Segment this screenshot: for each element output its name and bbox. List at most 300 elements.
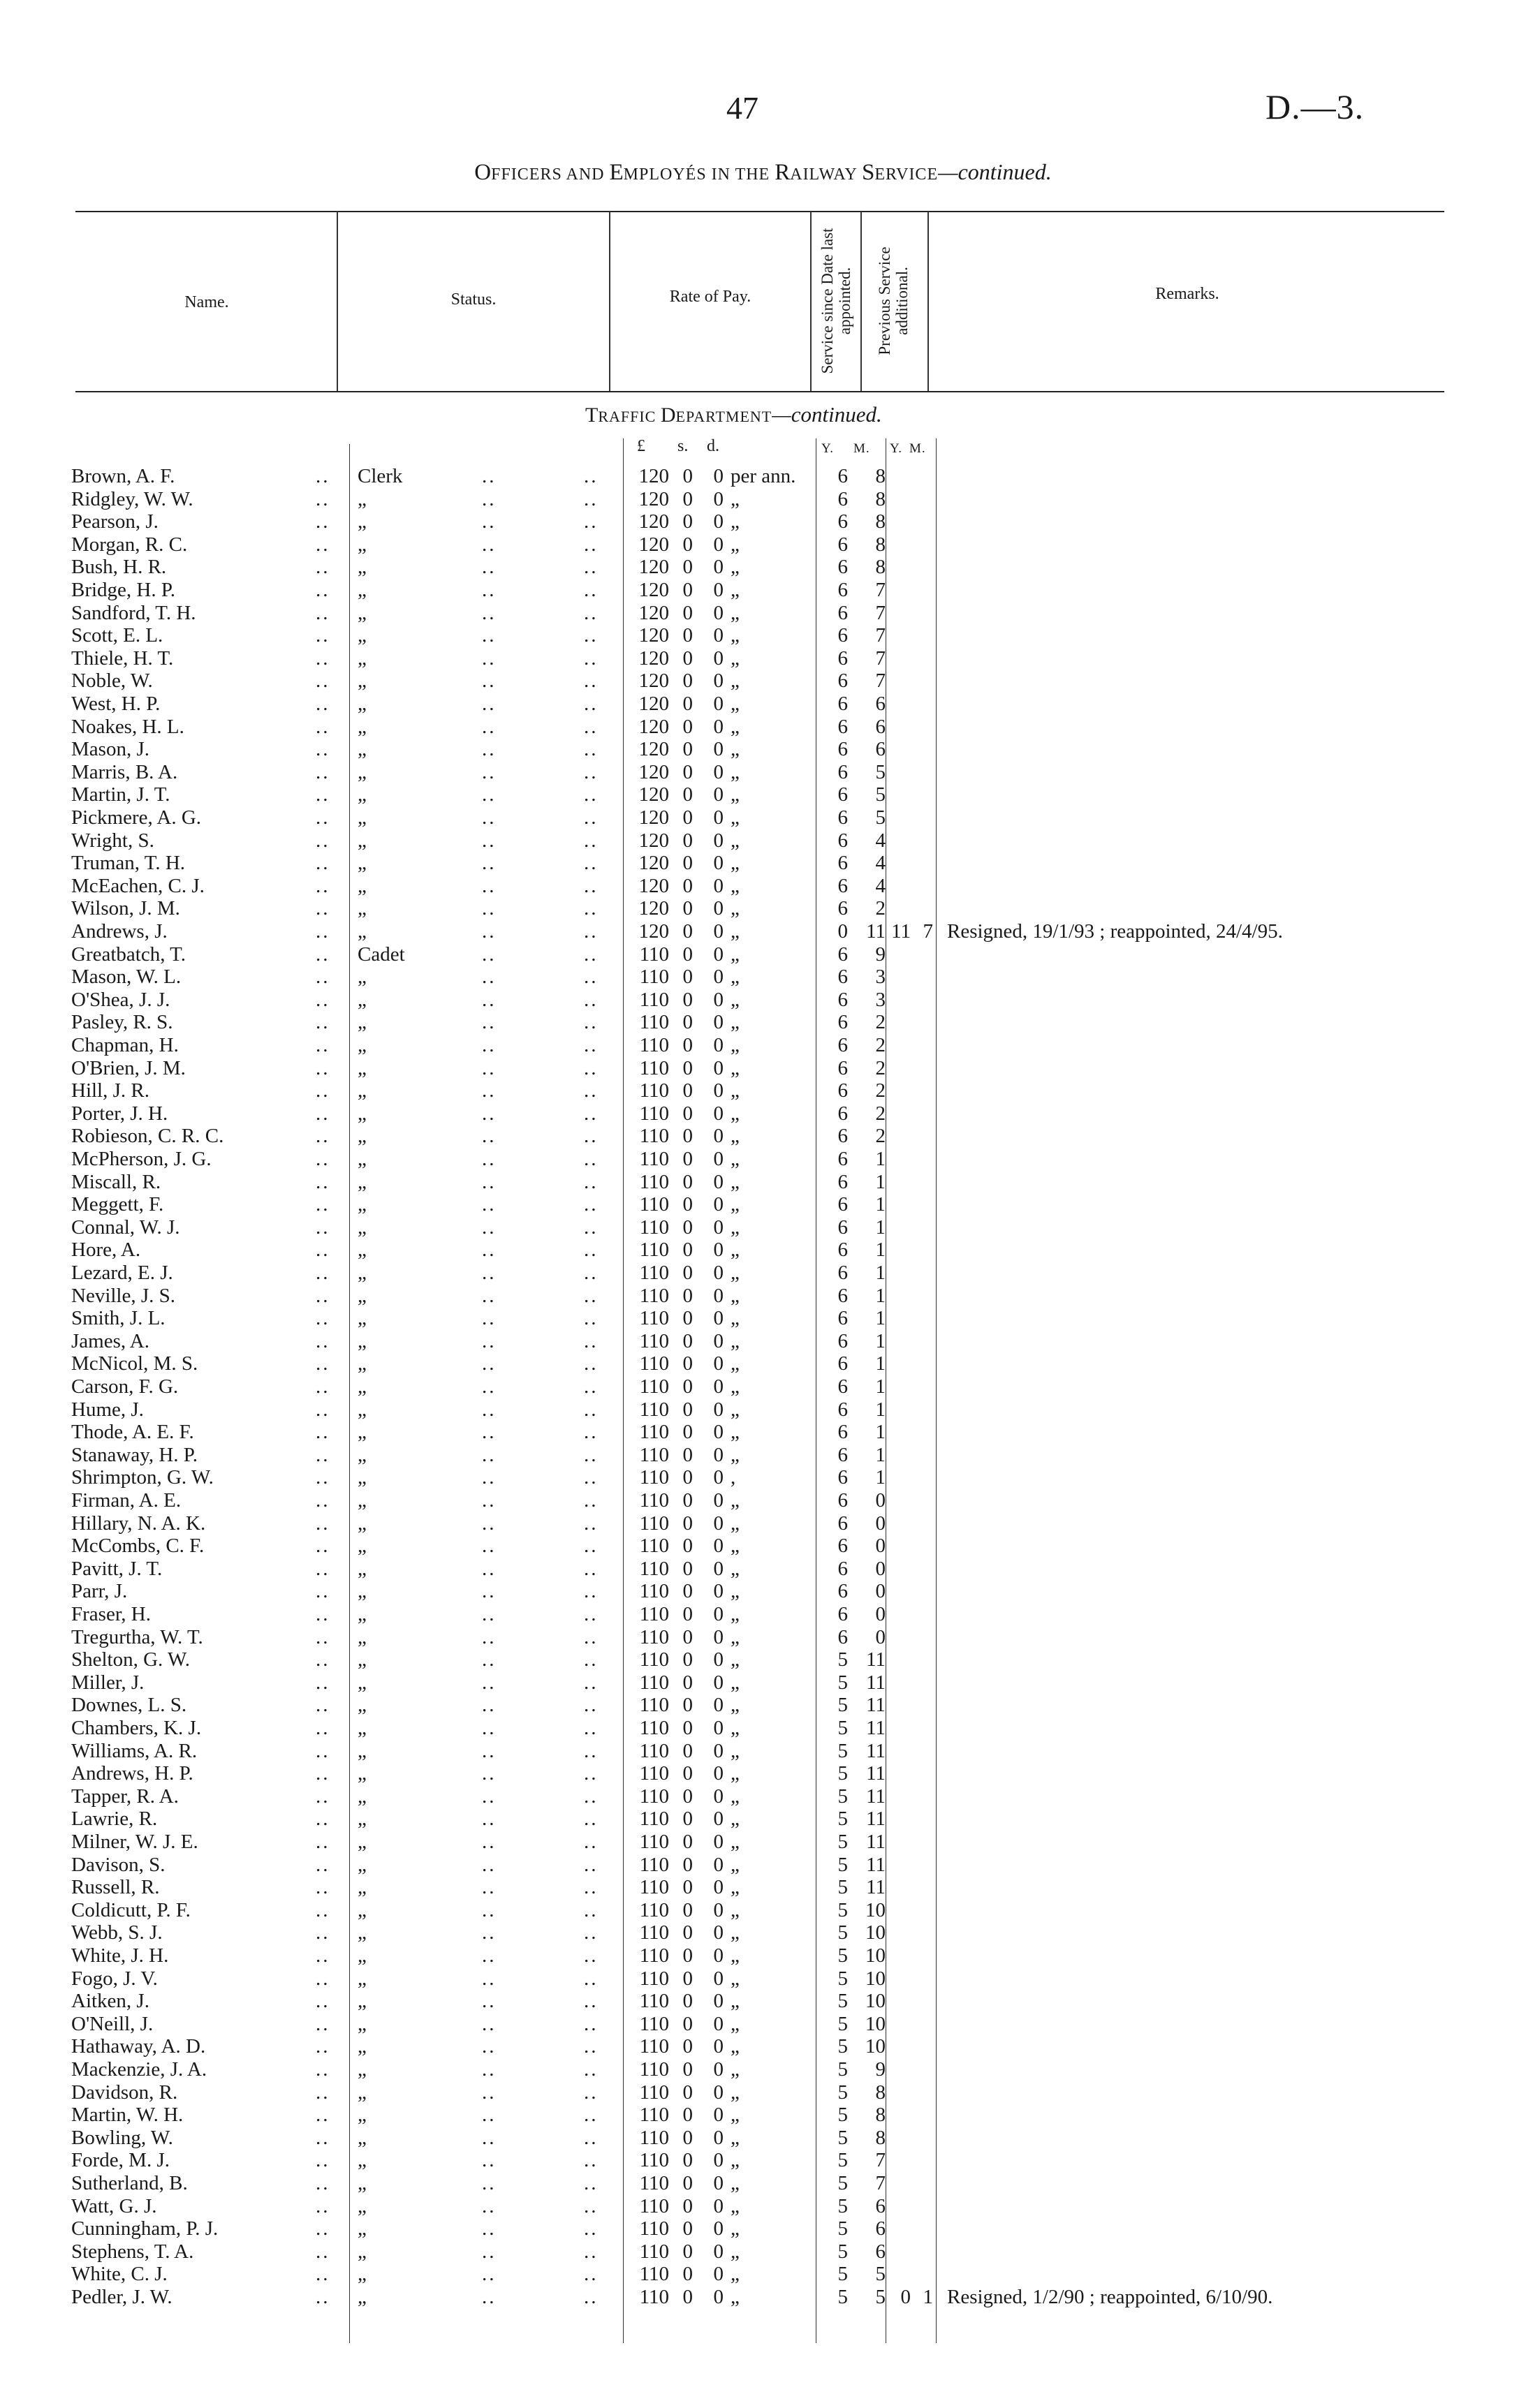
pay-pence: 0 [713, 829, 724, 852]
pay-pence: 0 [713, 783, 724, 806]
employee-name: Mackenzie, J. A. [71, 2058, 207, 2081]
employee-name: O'Brien, J. M. [71, 1056, 186, 1079]
employee-name: Pavitt, J. T. [71, 1557, 163, 1580]
pay-pence: 0 [713, 966, 724, 989]
leader-dots: .. [316, 1193, 330, 1216]
service-months: 8 [875, 533, 886, 556]
leader-dots: .. [584, 1011, 599, 1034]
employee-status: „ [358, 1853, 367, 1876]
table-row [0, 716, 1526, 738]
employee-status: „ [358, 624, 367, 647]
employee-status: „ [358, 579, 367, 601]
table-row [0, 1239, 1526, 1261]
pay-pence: 0 [713, 1512, 724, 1535]
pay-pence: 0 [713, 1170, 724, 1193]
service-years: 0 [837, 920, 848, 943]
employee-name: Tapper, R. A. [71, 1785, 179, 1808]
pay-pounds: 110 [639, 1535, 669, 1558]
pay-pounds: 120 [638, 852, 669, 875]
service-months: 1 [875, 1262, 886, 1284]
pay-pence: 0 [713, 897, 724, 920]
leader-dots: .. [584, 1239, 599, 1262]
pay-period: „ [731, 601, 740, 624]
leader-dots: .. [482, 1603, 497, 1625]
employee-status: „ [358, 1557, 367, 1580]
table-row [0, 2286, 1526, 2308]
leader-dots: .. [482, 693, 497, 715]
employee-name: Pearson, J. [71, 510, 159, 533]
leader-dots: .. [316, 647, 330, 670]
employee-name: O'Shea, J. J. [71, 988, 170, 1011]
leader-dots: .. [584, 533, 599, 556]
leader-dots: .. [316, 1443, 330, 1466]
employee-status: „ [358, 1831, 367, 1853]
table-row [0, 1444, 1526, 1466]
leader-dots: .. [482, 1580, 497, 1603]
employee-status: „ [358, 2149, 367, 2172]
pay-pence: 0 [713, 715, 724, 738]
pay-pounds: 120 [638, 670, 669, 693]
employee-status: „ [358, 2217, 367, 2240]
pay-period: „ [731, 2286, 740, 2308]
service-months: 1 [875, 1284, 886, 1307]
title-suffix: —continued. [938, 159, 1052, 184]
leader-dots: .. [482, 1239, 497, 1262]
pay-shillings: 0 [682, 1148, 693, 1170]
leader-dots: .. [584, 897, 599, 920]
pay-pounds: 120 [638, 601, 669, 624]
pay-period: „ [731, 1079, 740, 1102]
pay-pence: 0 [713, 1648, 724, 1671]
pay-period: „ [731, 2194, 740, 2217]
leader-dots: .. [316, 1921, 330, 1944]
leader-dots: .. [482, 806, 497, 829]
pay-shillings: 0 [682, 1034, 693, 1056]
service-years: 6 [837, 966, 848, 989]
pay-shillings: 0 [682, 1170, 693, 1193]
pay-pounds: 110 [639, 1262, 669, 1284]
pay-shillings: 0 [682, 1011, 693, 1034]
table-row [0, 1171, 1526, 1193]
service-years: 6 [837, 783, 848, 806]
service-months: 1 [875, 1421, 886, 1444]
leader-dots: .. [316, 966, 330, 989]
pay-period: „ [731, 1284, 740, 1307]
pay-period: „ [731, 2012, 740, 2035]
service-months: 2 [875, 1102, 886, 1125]
pay-pence: 0 [713, 1193, 724, 1216]
pay-period: „ [731, 1307, 740, 1330]
pay-shillings: 0 [682, 2194, 693, 2217]
pay-shillings: 0 [682, 852, 693, 875]
leader-dots: .. [482, 2058, 497, 2081]
title-part: S [862, 160, 875, 185]
service-years: 6 [837, 943, 848, 966]
pay-pence: 0 [713, 465, 724, 487]
pay-shillings: 0 [682, 1557, 693, 1580]
leader-dots: .. [482, 2263, 497, 2286]
table-row [0, 1079, 1526, 1102]
pay-pounds: 110 [639, 1102, 669, 1125]
service-months: 6 [875, 715, 886, 738]
leader-dots: .. [316, 1535, 330, 1558]
pay-shillings: 0 [682, 1489, 693, 1512]
pay-pence: 0 [713, 760, 724, 783]
pay-shillings: 0 [682, 1398, 693, 1421]
pay-period: „ [731, 1056, 740, 1079]
pay-period: „ [731, 1967, 740, 1990]
pay-shillings: 0 [682, 647, 693, 670]
pay-pounds: 120 [638, 465, 669, 487]
service-months: 11 [866, 1785, 886, 1808]
pay-shillings: 0 [682, 2172, 693, 2194]
table-row [0, 1421, 1526, 1443]
employee-name: Williams, A. R. [71, 1739, 198, 1762]
pay-pence: 0 [713, 1375, 724, 1398]
leader-dots: .. [316, 1011, 330, 1034]
previous-months: 7 [923, 920, 933, 943]
pay-pence: 0 [713, 1489, 724, 1512]
table-row [0, 2240, 1526, 2263]
leader-dots: .. [584, 2058, 599, 2081]
table-row [0, 2035, 1526, 2058]
service-months: 11 [866, 1808, 886, 1831]
leader-dots: .. [316, 1831, 330, 1853]
pay-shillings: 0 [682, 2104, 693, 2127]
pay-period: „ [731, 1944, 740, 1967]
pay-period: „ [731, 988, 740, 1011]
pay-period: „ [731, 487, 740, 510]
pay-pounds: 110 [639, 2012, 669, 2035]
service-years: 6 [837, 1421, 848, 1444]
leader-dots: .. [316, 874, 330, 897]
employee-name: Shrimpton, G. W. [71, 1466, 214, 1489]
pay-pounds: 120 [638, 829, 669, 852]
pay-shillings: 0 [682, 2149, 693, 2172]
section-title [585, 402, 882, 427]
service-months: 10 [865, 2012, 886, 2035]
pay-pence: 0 [713, 988, 724, 1011]
table-row [0, 1535, 1526, 1557]
pay-shillings: 0 [682, 1284, 693, 1307]
employee-status: „ [358, 852, 367, 875]
employee-status: „ [358, 601, 367, 624]
pay-pounds: 110 [639, 1443, 669, 1466]
pay-pounds: 110 [639, 2149, 669, 2172]
employee-status: „ [358, 2126, 367, 2149]
employee-status: „ [358, 1284, 367, 1307]
pay-period: „ [731, 1512, 740, 1535]
pay-period: „ [731, 1352, 740, 1375]
leader-dots: .. [482, 556, 497, 579]
service-years: 5 [837, 2149, 848, 2172]
leader-dots: .. [316, 852, 330, 875]
title-part: R [775, 160, 791, 185]
pay-period: „ [731, 1193, 740, 1216]
leader-dots: .. [316, 1034, 330, 1056]
pay-shillings: 0 [682, 1329, 693, 1352]
pay-shillings: 0 [682, 1831, 693, 1853]
leader-dots: .. [316, 1694, 330, 1717]
service-years: 5 [837, 2240, 848, 2263]
pay-pence: 0 [713, 943, 724, 966]
pay-period: „ [731, 783, 740, 806]
pay-period: „ [731, 1148, 740, 1170]
leader-dots: .. [584, 1944, 599, 1967]
employee-name: Pickmere, A. G. [71, 806, 202, 829]
pay-period: „ [731, 1694, 740, 1717]
employee-status: „ [358, 1056, 367, 1079]
employee-status: „ [358, 1898, 367, 1921]
leader-dots: .. [482, 2081, 497, 2104]
pay-pence: 0 [713, 1535, 724, 1558]
pay-pounds: 110 [639, 2194, 669, 2217]
pay-shillings: 0 [682, 1785, 693, 1808]
leader-dots: .. [316, 1739, 330, 1762]
leader-dots: .. [316, 988, 330, 1011]
employee-status: „ [358, 693, 367, 715]
service-months: 0 [875, 1489, 886, 1512]
pay-pence: 0 [713, 1603, 724, 1625]
leader-dots: .. [584, 693, 599, 715]
pay-shillings: 0 [682, 829, 693, 852]
employee-status: „ [358, 1421, 367, 1444]
leader-dots: .. [482, 1876, 497, 1899]
leader-dots: .. [584, 1990, 599, 2013]
pay-pence: 0 [713, 1967, 724, 1990]
leader-dots: .. [584, 1808, 599, 1831]
service-years: 5 [837, 1831, 848, 1853]
pay-pence: 0 [713, 1398, 724, 1421]
service-months: 1 [875, 1239, 886, 1262]
pay-shillings: 0 [682, 1898, 693, 1921]
leader-dots: .. [482, 1216, 497, 1239]
pay-pence: 0 [713, 1831, 724, 1853]
pay-pounds: 110 [639, 1466, 669, 1489]
leader-dots: .. [584, 1056, 599, 1079]
status-column-header: Status. [450, 290, 497, 309]
pay-pounds: 110 [639, 2240, 669, 2263]
pay-period: „ [731, 1125, 740, 1148]
pay-pounds: 110 [639, 2058, 669, 2081]
employee-name: West, H. P. [71, 693, 161, 715]
service-years: 6 [837, 647, 848, 670]
pay-pounds: 110 [639, 1125, 669, 1148]
table-row [0, 602, 1526, 624]
leader-dots: .. [316, 1717, 330, 1739]
service-years: 5 [837, 1648, 848, 1671]
pay-shillings: 0 [682, 510, 693, 533]
pay-pounds: 120 [638, 647, 669, 670]
table-row [0, 1921, 1526, 1944]
table-row [0, 1990, 1526, 2012]
pay-pence: 0 [713, 1056, 724, 1079]
pay-shillings: 0 [682, 897, 693, 920]
leader-dots: .. [316, 533, 330, 556]
leader-dots: .. [584, 874, 599, 897]
years-unit: Y. [821, 441, 835, 456]
pay-period: „ [731, 647, 740, 670]
leader-dots: .. [584, 1125, 599, 1148]
leader-dots: .. [482, 1898, 497, 1921]
employee-status: „ [358, 1671, 367, 1694]
leader-dots: .. [482, 670, 497, 693]
employee-status: Cadet [358, 943, 405, 966]
pay-shillings: 0 [682, 1853, 693, 1876]
service-months: 2 [875, 1011, 886, 1034]
service-months: 3 [875, 988, 886, 1011]
employee-status: „ [358, 1876, 367, 1899]
table-row [0, 2149, 1526, 2171]
service-years: 5 [837, 1808, 848, 1831]
leader-dots: .. [584, 738, 599, 761]
service-years: 5 [837, 2263, 848, 2286]
leader-dots: .. [584, 715, 599, 738]
pay-pence: 0 [713, 1876, 724, 1899]
leader-dots: .. [482, 1307, 497, 1330]
leader-dots: .. [316, 579, 330, 601]
table-row [0, 647, 1526, 670]
table-row [0, 783, 1526, 806]
service-years: 6 [837, 1125, 848, 1148]
pay-period: „ [731, 829, 740, 852]
leader-dots: .. [316, 1990, 330, 2013]
leader-dots: .. [584, 2035, 599, 2058]
section-part: EPARTMENT [675, 408, 772, 425]
pay-shillings: 0 [682, 1512, 693, 1535]
pay-shillings: 0 [682, 2126, 693, 2149]
leader-dots: .. [584, 2263, 599, 2286]
employee-name: White, C. J. [71, 2263, 168, 2286]
leader-dots: .. [584, 1329, 599, 1352]
pay-period: „ [731, 1216, 740, 1239]
employee-status: „ [358, 1944, 367, 1967]
service-years: 6 [837, 465, 848, 487]
employee-status: „ [358, 2286, 367, 2308]
pay-pounds: 110 [639, 1170, 669, 1193]
table-row [0, 1854, 1526, 1876]
service-years: 5 [837, 1762, 848, 1785]
table-row [0, 1648, 1526, 1671]
service-years: 6 [837, 1262, 848, 1284]
table-row [0, 693, 1526, 715]
pay-pence: 0 [713, 2104, 724, 2127]
service-months: 5 [875, 2263, 886, 2286]
employee-name: Lawrie, R. [71, 1808, 158, 1831]
pay-pence: 0 [713, 1694, 724, 1717]
pay-pence: 0 [713, 1125, 724, 1148]
employee-name: Sandford, T. H. [71, 601, 196, 624]
employee-name: Greatbatch, T. [71, 943, 186, 966]
pay-pounds: 110 [639, 2104, 669, 2127]
service-months: 1 [875, 1443, 886, 1466]
employee-name: Morgan, R. C. [71, 533, 188, 556]
service-months: 11 [866, 1831, 886, 1853]
service-months: 1 [875, 1307, 886, 1330]
pay-pence: 0 [713, 2286, 724, 2308]
employee-status: „ [358, 783, 367, 806]
pay-pounds: 120 [638, 487, 669, 510]
service-months: 6 [875, 2240, 886, 2263]
table-row [0, 1967, 1526, 1990]
service-years: 5 [837, 2286, 848, 2308]
pay-pounds: 110 [639, 1034, 669, 1056]
leader-dots: .. [584, 1739, 599, 1762]
pay-period: „ [731, 510, 740, 533]
pay-shillings: 0 [682, 874, 693, 897]
leader-dots: .. [316, 2194, 330, 2217]
pay-pence: 0 [713, 920, 724, 943]
service-years: 5 [837, 1921, 848, 1944]
pay-shillings: 0 [682, 1193, 693, 1216]
table-row [0, 1352, 1526, 1375]
pay-period: „ [731, 874, 740, 897]
leader-dots: .. [482, 1853, 497, 1876]
shillings-unit: s. [677, 437, 689, 455]
leader-dots: .. [316, 2172, 330, 2194]
pay-pence: 0 [713, 1284, 724, 1307]
leader-dots: .. [316, 1967, 330, 1990]
section-suffix: —continued. [772, 402, 882, 427]
service-years: 6 [837, 1375, 848, 1398]
service-months: 8 [875, 2081, 886, 2104]
service-months: 10 [865, 1898, 886, 1921]
pay-period: „ [731, 1762, 740, 1785]
leader-dots: .. [482, 1489, 497, 1512]
table-row [0, 1944, 1526, 1967]
pay-pounds: 110 [639, 1580, 669, 1603]
rate-column-header: Rate of Pay. [669, 288, 751, 306]
pay-pounds: 110 [639, 1557, 669, 1580]
pay-pounds: 110 [639, 1944, 669, 1967]
pay-pence: 0 [713, 1034, 724, 1056]
pay-shillings: 0 [682, 533, 693, 556]
pay-pounds: 110 [639, 1898, 669, 1921]
leader-dots: .. [482, 510, 497, 533]
page-number: 47 [726, 90, 758, 126]
employee-name: Forde, M. J. [71, 2149, 170, 2172]
leader-dots: .. [584, 829, 599, 852]
pay-period: „ [731, 1831, 740, 1853]
leader-dots: .. [316, 2126, 330, 2149]
employee-status: „ [358, 1102, 367, 1125]
pay-pence: 0 [713, 2149, 724, 2172]
pay-period: „ [731, 1535, 740, 1558]
service-years: 5 [837, 1990, 848, 2013]
leader-dots: .. [316, 1170, 330, 1193]
pay-shillings: 0 [682, 1717, 693, 1739]
service-months: 11 [866, 1739, 886, 1762]
table-row [0, 738, 1526, 760]
pay-pence: 0 [713, 1717, 724, 1739]
pay-pounds: 110 [639, 2263, 669, 2286]
pay-period: per ann. [731, 465, 796, 487]
pay-shillings: 0 [682, 1239, 693, 1262]
pay-period: „ [731, 920, 740, 943]
pay-shillings: 0 [682, 624, 693, 647]
pay-period: „ [731, 1739, 740, 1762]
pay-pence: 0 [713, 1808, 724, 1831]
employee-status: „ [358, 2263, 367, 2286]
employee-status: „ [358, 2194, 367, 2217]
leader-dots: .. [584, 1603, 599, 1625]
leader-dots: .. [316, 2263, 330, 2286]
leader-dots: .. [482, 829, 497, 852]
pay-pounds: 110 [639, 1853, 669, 1876]
leader-dots: .. [316, 1262, 330, 1284]
pay-period: „ [731, 1671, 740, 1694]
pay-pence: 0 [713, 1352, 724, 1375]
